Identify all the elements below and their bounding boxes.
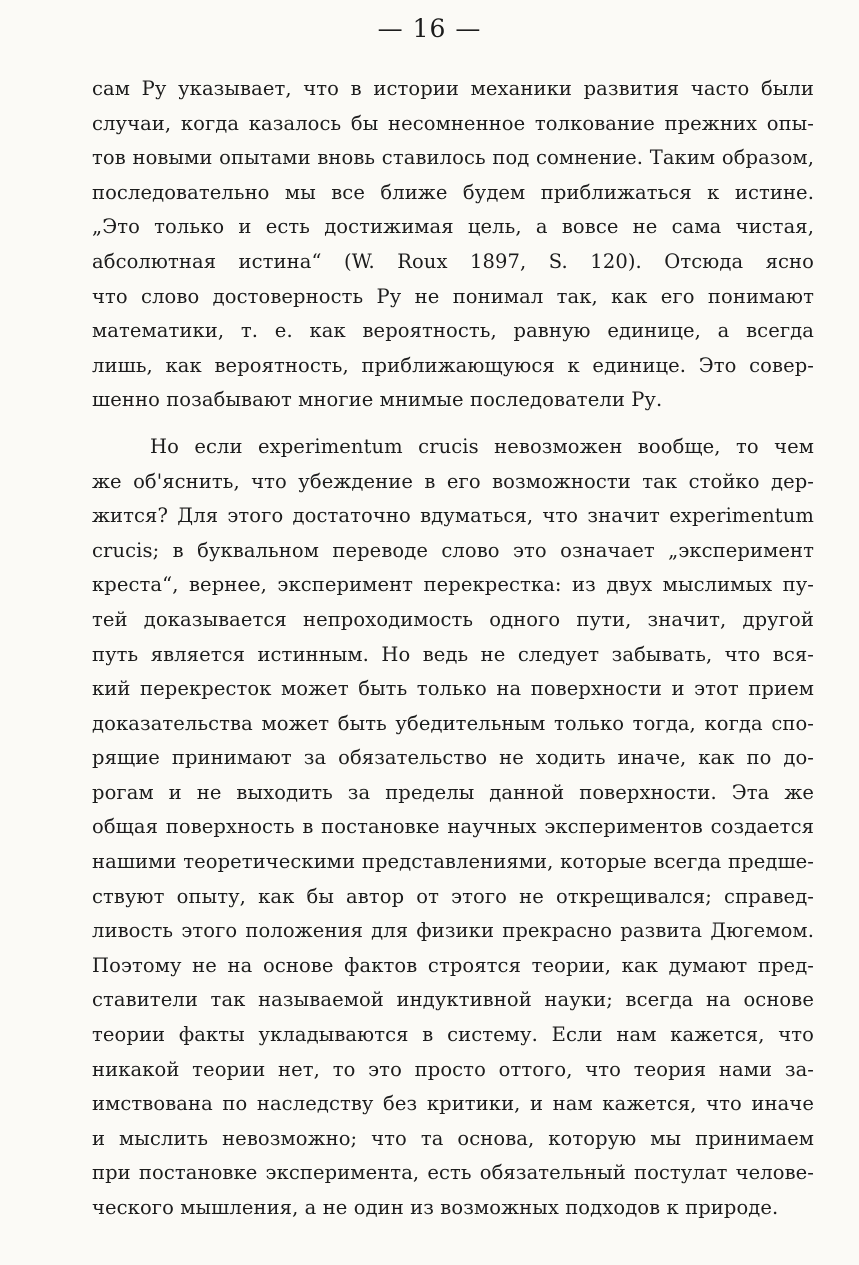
- text-line: математики, т. е. как вероятность, равную единице, а всегда: [92, 319, 814, 343]
- text-line: ставители так называемой индуктивной науки; всегда на основе: [92, 988, 814, 1012]
- text-line: что слово достоверность Ру не понимал так, как его понимают: [92, 284, 814, 308]
- paragraph-2: [92, 430, 814, 1226]
- text-line: кий перекресток может быть только на поверхности и этот прием: [92, 677, 814, 701]
- text-line: абсолютная истина“ (W. Roux 1897, S. 120). Отсюда ясно: [92, 249, 814, 273]
- text-line: ствуют опыту, как бы автор от этого не открещивался; справед-: [92, 884, 814, 908]
- text-line: и мыслить невозможно; что та основа, которую мы принимаем: [92, 1126, 814, 1150]
- text-line: рящие принимают за обязательство не ходить иначе, как по до-: [92, 746, 814, 770]
- text-line: шенно позабывают многие мнимые последователи Ру.: [92, 388, 663, 412]
- text-line: никакой теории нет, то это просто оттого, что теория нами за-: [92, 1057, 814, 1081]
- text-line: рогам и не выходить за пределы данной поверхности. Эта же: [92, 780, 814, 804]
- text-line: случаи, когда казалось бы несомненное толкование прежних опы-: [92, 111, 814, 135]
- text-line: лишь, как вероятность, приближающуюся к единице. Это совер-: [92, 353, 814, 377]
- text-line: при постановке эксперимента, есть обязательный постулат челове-: [92, 1161, 814, 1185]
- text-line: „Это только и есть достижимая цель, а вовсе не сама чистая,: [92, 215, 814, 239]
- text-line: Поэтому не на основе фактов строятся теории, как думают пред-: [92, 953, 814, 977]
- text-line: нашими теоретическими представлениями, которые всегда предше-: [92, 850, 814, 874]
- text-line: путь является истинным. Но ведь не следует забывать, что вся-: [92, 642, 814, 666]
- page-number: — 16 —: [377, 14, 482, 43]
- text-line: общая поверхность в постановке научных экспериментов создается: [92, 815, 814, 839]
- text-line: креста“, вернее, эксперимент перекрестка: из двух мыслимых пу-: [92, 573, 814, 597]
- text-line: же об'яснить, что убеждение в его возможности так стойко дер-: [92, 469, 814, 493]
- text-line: доказательства может быть убедительным только тогда, когда спо-: [92, 711, 814, 735]
- text-line: тов новыми опытами вновь ставилось под сомнение. Таким образом,: [92, 146, 814, 170]
- text-line: ческого мышления, а не один из возможных подходов к природе.: [92, 1196, 779, 1219]
- text-line: теории факты укладываются в систему. Если нам кажется, что: [92, 1023, 814, 1047]
- paragraph-1: [92, 72, 814, 418]
- text-line: имствована по наследству без критики, и нам кажется, что иначе: [92, 1092, 814, 1116]
- text-line: Но если experimentum crucis невозможен вообще, то чем: [150, 434, 814, 458]
- text-line: жится? Для этого достаточно вдуматься, что значит experimentum: [92, 504, 814, 528]
- text-line: сам Ру указывает, что в истории механики развития часто были: [92, 77, 814, 100]
- body-text: [92, 72, 814, 1226]
- text-line: тей доказывается непроходимость одного пути, значит, другой: [92, 607, 814, 631]
- text-line: последовательно мы все ближе будем приближаться к истине.: [92, 180, 814, 204]
- text-line: ливость этого положения для физики прекрасно развита Дюгемом.: [92, 919, 814, 943]
- paragraph-gap: [92, 418, 814, 430]
- text-line: crucis; в буквальном переводе слово это означает „эксперимент: [92, 538, 814, 562]
